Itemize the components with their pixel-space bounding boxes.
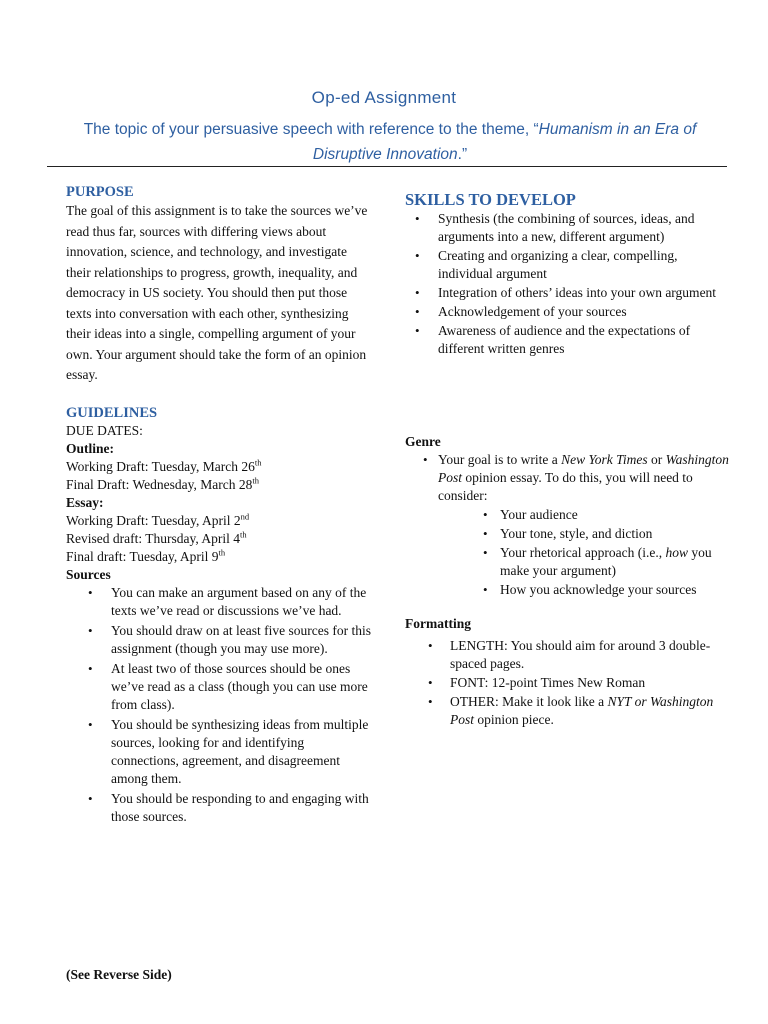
genre-sublist [438, 506, 730, 599]
genre-goal-b: opinion essay. To do this, you will need to consider: [438, 470, 693, 503]
essay-revised-sup: th [239, 529, 247, 539]
essay-working-text: Working Draft: Tuesday, April 2 [66, 512, 241, 528]
sub-3b: how [665, 545, 688, 560]
formatting-list [405, 637, 730, 729]
list-item [438, 544, 730, 580]
page-subtitle [60, 117, 720, 167]
list-item: • You should be synthesizing ideas from multiple sources, looking for and identifying connections, agreement, and disagreement among them. [66, 716, 371, 788]
list-item: • How you acknowledge your sources [438, 581, 730, 599]
outline-final-text: Final Draft: Wednesday, March 28 [66, 476, 253, 492]
outline-final-sup: th [252, 475, 259, 485]
genre-goal-item [405, 451, 730, 599]
other-b: opinion piece. [474, 712, 554, 727]
sources-label: Sources [66, 566, 111, 582]
list-item: • At least two of those sources should be ones we’ve read as a class (though you can use more from class). [66, 660, 371, 714]
essay-final-sup: th [218, 547, 226, 557]
subtitle-theme: Humanism in an Era of Disruptive Innovation [312, 121, 697, 163]
sources-list [66, 584, 371, 826]
purpose-heading: PURPOSE [66, 184, 134, 200]
list-item [405, 693, 730, 729]
genre-goal-a: Your goal is to write a [438, 452, 562, 467]
header-divider [47, 166, 727, 167]
essay-final-draft [66, 548, 371, 566]
list-item: • LENGTH: You should aim for around 3 double-spaced pages. [405, 637, 730, 673]
essay-revised-draft [66, 530, 371, 548]
guidelines-heading: GUIDELINES [66, 404, 158, 421]
list-item: • You can make an argument based on any of the texts we’ve read or discussions we’ve had. [66, 584, 371, 620]
sub-3c: you make your argument) [500, 545, 712, 578]
list-item: • Awareness of audience and the expectations of different written genres [405, 322, 730, 358]
sub-3a: Your rhetorical approach (i.e., [500, 545, 666, 560]
formatting-heading: Formatting [405, 616, 471, 631]
essay-label: Essay: [66, 494, 104, 510]
footer-note: (See Reverse Side) [66, 967, 172, 982]
essay-revised-text: Revised draft: Thursday, April 4 [66, 530, 240, 546]
list-item: • You should be responding to and engaging with those sources. [66, 790, 371, 826]
essay-final-text: Final draft: Tuesday, April 9 [66, 548, 219, 564]
skills-heading: SKILLS TO DEVELOP [405, 190, 576, 209]
genre-list [405, 451, 730, 599]
list-item: • Your tone, style, and diction [438, 525, 730, 543]
due-dates-label: DUE DATES: [66, 422, 143, 438]
outline-final-draft [66, 476, 371, 494]
genre-goal-or: or [647, 452, 666, 467]
skills-list [405, 210, 730, 358]
list-item: • FONT: 12-point Times New Roman [405, 674, 730, 692]
list-item: • Your audience [438, 506, 730, 524]
genre-heading: Genre [405, 434, 441, 449]
right-column [405, 190, 730, 730]
genre-goal-wp: Washington Post [438, 452, 729, 485]
essay-working-sup: nd [240, 511, 250, 521]
page-title: Op-ed Assignment [311, 88, 457, 107]
other-nyt: NYT or [607, 694, 647, 709]
list-item: • Synthesis (the combining of sources, ideas, and arguments into a new, different argument) [405, 210, 730, 246]
genre-goal-nyt: New York Times [561, 452, 648, 467]
list-item: • Creating and organizing a clear, compelling, individual argument [405, 247, 730, 283]
subtitle-prefix: The topic of your persuasive speech with reference to the theme, “ [83, 121, 539, 138]
subtitle-suffix: .” [457, 146, 468, 163]
other-a: OTHER: Make it look like a [450, 694, 608, 709]
outline-working-text: Working Draft: Tuesday, March 26 [66, 458, 255, 474]
outline-working-draft [66, 458, 371, 476]
list-item: • You should draw on at least five sources for this assignment (though you may use more). [66, 622, 371, 658]
purpose-text: The goal of this assignment is to take the sources we’ve read thus far, sources with differing views about innovation, science, and technology, and investigate their relationships to progress, growth, inequality, and democracy in US society. You should then put those texts into conversation with each other, synthesizing their ideas into a single, compelling argument of your own. Your argument should take the form of an opinion essay. [66, 203, 368, 382]
list-item: • Integration of others’ ideas into your own argument [405, 284, 730, 302]
list-item: • Acknowledgement of your sources [405, 303, 730, 321]
left-column [66, 183, 371, 828]
outline-working-sup: th [254, 457, 262, 467]
essay-working-draft [66, 512, 371, 530]
outline-label: Outline: [66, 440, 115, 456]
other-wp: Washington Post [450, 694, 714, 727]
